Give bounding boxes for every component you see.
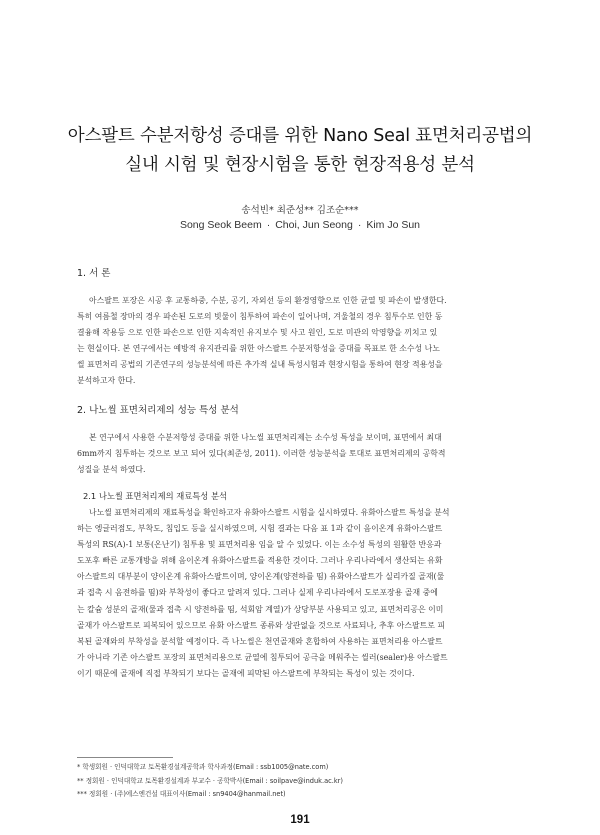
text-line: 는 현실이다. 본 연구에서는 예방적 유지관리를 위한 아스팔트 수분저항성을 증대를 목표로 한 소수성 나노 bbox=[77, 344, 440, 354]
text-line: 분석하고자 한다. bbox=[77, 376, 136, 386]
footnote-2: ** 정회원 · 인덕대학교 토목환경설계과 부교수 · 공학박사(Email : soilpave@induk.ac.kr) bbox=[77, 776, 343, 785]
text-line: 아스팔트의 대부분이 양이온계 유화아스팔트이며, 양이온계(양전하를 띰) 유화아스팔트가 실리카질 골재(물 bbox=[77, 572, 445, 582]
footnote-3: *** 정회원 · (주)에스엔건설 대표이사(Email : sn9404@hanmail.net) bbox=[77, 790, 286, 798]
author-1: Song Seok Beem bbox=[179, 219, 262, 231]
title-line-2: 실내 시험 및 현장시험을 통한 현장적용성 분석 bbox=[125, 155, 475, 175]
section-2-1-paragraph bbox=[77, 505, 529, 682]
authors-english bbox=[0, 219, 600, 231]
text-line: 하는 엥글러점도, 부착도, 침입도 등을 실시하였으며, 시험 결과는 다음 표 1과 같이 음이온계 유화아스팔트 bbox=[77, 524, 443, 534]
text-line: 는 칼슘 성분의 골재(물과 접촉 시 양전하를 띰, 석회암 계열)가 상당부분 사용되고 있고, 표면처리공은 이미 bbox=[77, 604, 444, 614]
paper-title bbox=[40, 122, 560, 180]
author-separator: · bbox=[266, 219, 271, 231]
text-line: 특히 여름철 장마의 경우 파손된 도로의 빗물이 침투하여 파손이 일어나며, 겨울철의 경우 침투수로 인한 동 bbox=[77, 312, 443, 322]
text-line: 6mm까지 침투하는 것으로 보고 되어 있다(최준성, 2011). 이러한 성능분석을 토대로 표면처리제의 공학적 bbox=[77, 449, 446, 459]
text-line: 특성의 RS(A)-1 보통(온난기) 침투용 및 표면처리용 임을 알 수 있었다. 이는 소수성 특성의 원활한 반응과 bbox=[77, 540, 442, 550]
text-line: 아스팔트 포장은 시공 후 교통하중, 수분, 공기, 자외선 등의 환경영향으로 인한 균열 및 파손이 발생한다. bbox=[89, 296, 447, 305]
text-line: 복된 골재와의 부착성을 분석할 예정이다. 즉 나노씰은 천연골재와 혼합하여 사용하는 표면처리용 아스팔트 bbox=[77, 636, 443, 646]
section-2-paragraph bbox=[77, 430, 529, 478]
footnote-divider bbox=[77, 757, 173, 758]
author-3: Kim Jo Sun bbox=[366, 219, 421, 231]
footnotes bbox=[77, 761, 343, 802]
section-heading-2-1: 2.1 나노씰 표면처리제의 재료특성 분석 bbox=[83, 491, 227, 501]
intro-paragraph bbox=[77, 293, 529, 390]
page-number: 191 bbox=[290, 814, 310, 826]
footnote-1: * 학생회원 · 인덕대학교 토목환경설계공학과 학사과정(Email : ssb1005@nate.com) bbox=[77, 763, 329, 771]
section-heading-2: 2. 나노씰 표면처리제의 성능 특성 분석 bbox=[77, 405, 239, 416]
author-separator: · bbox=[357, 219, 362, 231]
text-line: 결융해 작용등 으로 인한 파손으로 인한 지속적인 유지보수 및 사고 원인, 도로 미관의 악영향을 끼치고 있 bbox=[77, 328, 438, 338]
text-line: 본 연구에서 사용한 수분저항성 증대를 위한 나노씰 표면처리제는 소수성 특성을 보이며, 표면에서 최대 bbox=[89, 433, 442, 442]
text-line: 도포후 빠른 교통개방을 위해 음이온계 유화아스팔트를 적용한 것이다. 그러나 우리나라에서 생산되는 유화 bbox=[77, 556, 443, 566]
text-line: 이기 때문에 골재에 직접 부착되기 보다는 골재에 피막된 아스팔트에 부착되는 특성이 있는 것이다. bbox=[77, 668, 415, 678]
text-line: 가 아니라 기존 아스팔트 포장의 표면처리용으로 균열에 침투되어 공극을 메워주는 씰러(sealer)용 아스팔트 bbox=[77, 652, 448, 662]
text-line: 씰 표면처리 공법의 기존연구의 성능분석에 따른 추가적 실내 특성시험과 현장시험을 통하여 현장 적용성을 bbox=[77, 360, 443, 370]
text-line: 과 접촉 시 음전하를 띰)와 부착성이 좋다고 알려져 있다. 그러나 실제 우리나라에서 도로포장용 골재 중에 bbox=[77, 588, 438, 598]
section-heading-intro: 1. 서 론 bbox=[77, 268, 111, 279]
author-2: Choi, Jun Seong bbox=[275, 219, 353, 231]
title-line-1: 아스팔트 수분저항성 증대를 위한 Nano Seal 표면처리공법의 bbox=[67, 126, 533, 146]
text-line: 성질을 분석 하였다. bbox=[77, 465, 146, 475]
text-line: 골재가 아스팔트로 피복되어 있으므로 유화 아스팔트 종류와 상관없을 것으로 사료되나, 추후 아스팔트로 피 bbox=[77, 620, 445, 630]
text-line: 나노씰 표면처리제의 재료특성을 확인하고자 유화아스팔트 시험을 실시하였다. 유화아스팔트 특성을 분석 bbox=[89, 508, 450, 517]
authors-korean: 송석빈* 최준성** 김조순*** bbox=[241, 205, 359, 216]
